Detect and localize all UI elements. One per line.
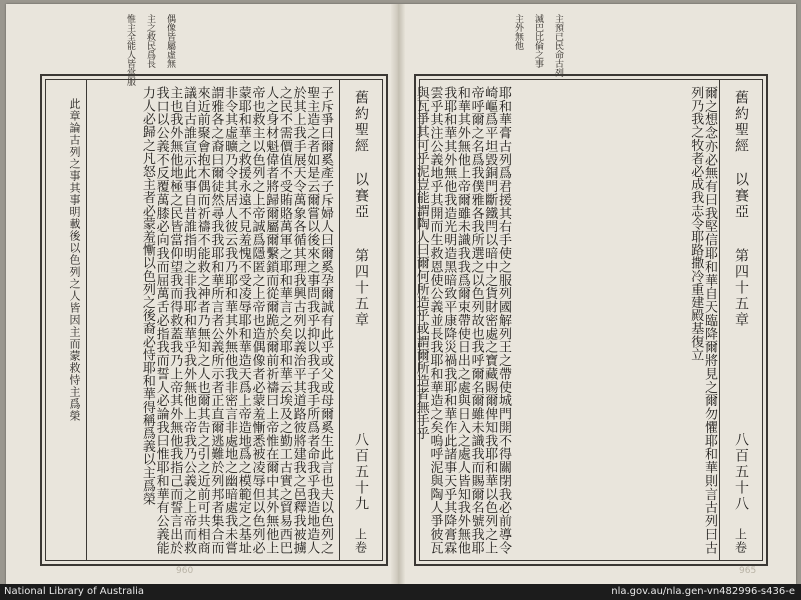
left-page-body: 子斥爭曰爾奚產子斥婦人曰爾奚孕爾誠有此乎或父或母爾奚生此言也夫以色列之聖主造之者如是云爾嘗以後來之事問我乎抑以我子我手所爲者命我乎我造地造人於其上我手展天令萬象各循其理我興古列以義治平其道路彼將建我之邑釋我被擄之民不需價值不受賄賂萬軍之耶和華言之矣耶和華云埃及之勤工古實之貿易西巴人之身材魁偉者將歸爾屬爾繫鎖而從爾跪於爾前祈禱曰上帝惟在爾中其外無他上帝也救主以色列之上帝誠爲隱匿之上帝也造偶像者必蒙羞慚悉被凌辱但以色列必蒙耶和華之救援永遠不見羞愧不受凌辱耶和華造天爲上帝造地爲之模範定之基址非令其虛曠乃令其居人彼云我乃耶和華其外無他我非密言非處地之幽暗處我未嘗謂雅各之裔曰爾徒然尋我我耶和華所言者公義所示者正直爾逃難於列邦者集合而來近前聚會抱木偶而祈禱不能救之神者乃無知之人也爾其告之引之近前可共相商議自古誰宣示此事自昔誰指明之非我耶和華乎我外無他上帝我乃公義之上帝而救主也我外無他地極之民皆當仰望我而得救蓋我乃上帝其外無他我指己而誓言出於我口以公義不反覆萬膝必向我而屈萬舌必指我而誓人必論我曰惟耶和華有公義能力人必歸之凡怒主者必蒙羞慚以色列之後裔必恃耶和華得稱爲義以主爲榮: [139, 86, 333, 554]
book-gutter: [391, 4, 405, 584]
margin-note: 惟主全能人皆當服: [125, 14, 135, 86]
chapter-label: 第四十五章: [353, 248, 369, 328]
margin-note: 偶像皆屬虛無: [165, 14, 175, 68]
viewer-footer: [0, 584, 801, 600]
left-page-header-band: [339, 80, 382, 560]
book-name: 以賽亞: [353, 172, 369, 220]
library-credit: National Library of Australia: [4, 586, 145, 597]
archive-stamp: 965: [739, 566, 757, 576]
book-title: 舊約聖經: [353, 90, 369, 154]
right-page-body-part2: 耶和華膏古列爲君援其右手使之服列國解列王之帶使城門開不得關閉我必前導令崎嶇爲平坦毀銅門斷鐵閂以暗中之貨財密處之寶藏賜爾俾知我耶和華以色列之上帝呼爾之名爲我僕雅各我所選之以色列故也我呼爾名爾雖未識我而賜爾名號我耶和華其外無他上帝爾雖未識我我爲爾束帶使日出之處與日入之處人皆知我外無他我耶和華其外無他我造光明造黑暗致平康降災禍我耶和華作此諸事天乎其降膏霖雲乎其注公義地乎其開而生救恩使公義並長我耶和華造之矣嗚呼泥與陶人爭彼瓦與瓦爭其可乎泥豈能謂陶人曰爾何所造乎或謂爾所造者無手乎: [413, 86, 511, 554]
item-identifier: nla.gov.au/nla.gen-vn482996-s436-e: [611, 586, 795, 597]
margin-note: 主預已民命古列: [553, 14, 563, 77]
right-page-frame: [414, 74, 768, 566]
chapter-summary: 此章論古列之事其事明載後以色列之人皆因主而蒙救恃主爲榮: [68, 98, 81, 422]
archive-stamp: 960: [176, 566, 194, 576]
book-spread: [6, 4, 796, 584]
left-page-frame: [40, 74, 388, 566]
right-page: [404, 4, 796, 584]
book-title: 舊約聖經: [733, 90, 749, 154]
margin-note: 主外無他: [513, 14, 523, 50]
right-page-body-part1: 爾之想念亦必無有曰我堅信耶和華自天臨降爾將見之爾勿懼耶和華則言古列曰古列乃我之牧者必成我志令耶路撒冷重建殿基復立: [688, 86, 717, 554]
volume-label: 上卷: [353, 528, 368, 554]
right-page-header-band: [719, 80, 762, 560]
margin-note: 主之救民爲長: [145, 14, 155, 68]
volume-label: 上卷: [733, 528, 748, 554]
margin-note: 滅巴比倫之事: [533, 14, 543, 68]
book-name: 以賽亞: [733, 172, 749, 220]
chapter-label: 第四十五章: [733, 248, 749, 328]
page-number: 八百五十九: [353, 432, 369, 512]
chapter-summary-band: [46, 80, 87, 560]
left-page: [6, 4, 398, 584]
page-number: 八百五十八: [733, 432, 749, 512]
